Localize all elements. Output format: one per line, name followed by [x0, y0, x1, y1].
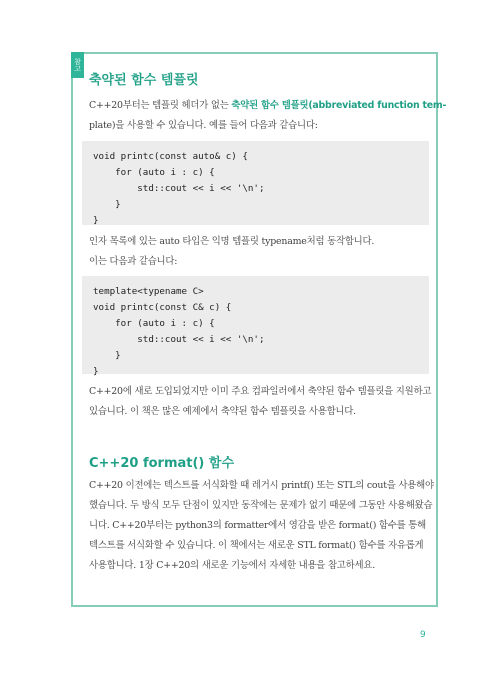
format-line-3: 니다. C++20부터는 python3의 formatter에서 영감을 받은 format() 함수를 통해: [89, 520, 426, 531]
code-line: void printc(const auto& c) {: [93, 151, 248, 162]
intro-line-1: C++20부터는 템플릿 헤더가 없는: [89, 100, 232, 111]
format-line-5: 사용합니다. 1장 C++20의 새로운 기능에서 자세한 내용을 참고하세요.: [89, 560, 376, 571]
format-line-2: 했습니다. 두 방식 모두 단점이 있지만 동작에는 문제가 없기 때문에 그동안 사용해왔습: [89, 500, 433, 511]
code-line: template<typename C>: [93, 286, 204, 297]
code-line: void printc(const C& c) {: [93, 302, 232, 313]
code-line: }: [93, 215, 99, 226]
middle-line-2: 이는 다음과 같습니다:: [89, 256, 178, 267]
format-paragraph: [89, 476, 434, 576]
middle-paragraph: [89, 232, 426, 272]
format-line-4: 텍스트를 서식화할 수 있습니다. 이 책에서는 새로운 STL format() 함수를 자유롭게: [89, 540, 424, 551]
middle-line-1: 인자 목록에 있는 auto 타입은 익명 템플릿 typename처럼 동작합니다.: [89, 236, 375, 247]
code-line: std::cout << i << '\n';: [93, 334, 265, 345]
intro-paragraph: [89, 96, 447, 136]
closing-line-1: C++20에 새로 도입되었지만 이미 주요 컴파일러에서 축약된 함수 템플릿을 지원하고: [89, 386, 432, 397]
format-line-1: C++20 이전에는 텍스트를 서식화할 때 레거시 printf() 또는 STL의 cout을 사용해야: [89, 480, 434, 491]
intro-line-2: plate)을 사용할 수 있습니다. 예를 들어 다음과 같습니다:: [89, 120, 318, 131]
code-block-template: [82, 276, 429, 377]
note-side-tab: 참고: [71, 52, 84, 78]
intro-emphasis: 축약된 함수 템플릿(abbreviated function tem-: [231, 100, 447, 111]
section-format-title: C++20 format() 함수: [89, 456, 234, 471]
page-number: 9: [420, 630, 426, 640]
code-line: }: [93, 199, 121, 210]
code-line: std::cout << i << '\n';: [93, 183, 265, 194]
code-line: }: [93, 350, 121, 361]
code-line: for (auto i : c) {: [93, 167, 215, 178]
closing-paragraph: [89, 382, 432, 422]
code-block-auto: [82, 141, 429, 225]
closing-line-2: 있습니다. 이 책은 많은 예제에서 축약된 함수 템플릿을 사용합니다.: [89, 406, 356, 417]
code-line: for (auto i : c) {: [93, 318, 215, 329]
section-abbreviated-template-title: 축약된 함수 템플릿: [89, 73, 199, 88]
code-line: }: [93, 366, 99, 377]
